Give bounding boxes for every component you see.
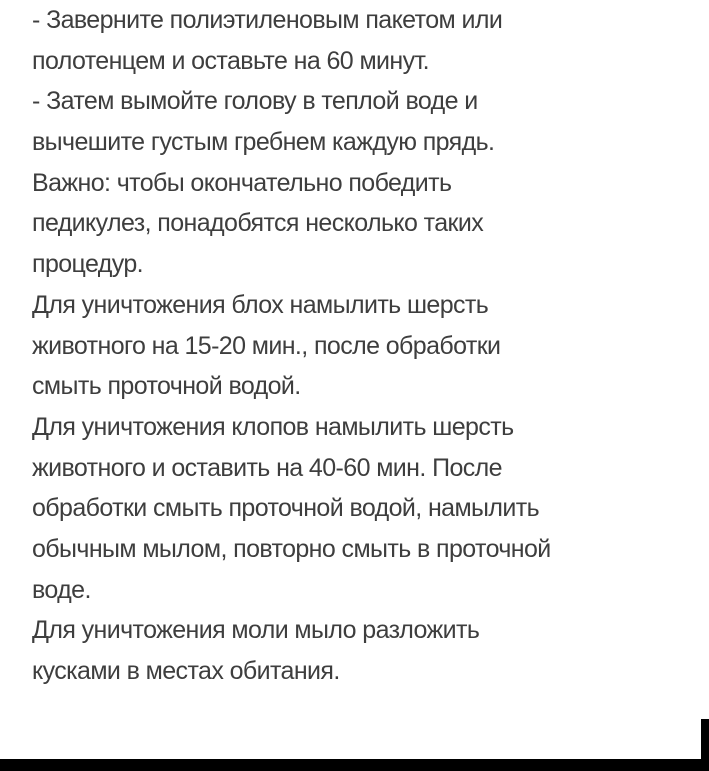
edge-shadow bbox=[701, 719, 709, 759]
text-line: воде. bbox=[32, 575, 91, 604]
text-line: Для уничтожения клопов намылить шерсть bbox=[32, 412, 514, 441]
text-line: Для уничтожения блох намылить шерсть bbox=[32, 290, 489, 319]
text-line: - Затем вымойте голову в теплой воде и bbox=[32, 87, 478, 116]
text-line: кусками в местах обитания. bbox=[32, 657, 340, 685]
text-line: полотенцем и оставьте на 60 минут. bbox=[32, 46, 429, 75]
text-line: обычным мылом, повторно смыть в проточной bbox=[32, 534, 551, 563]
text-line: - Заверните полиэтиленовым пакетом или bbox=[32, 6, 503, 34]
text-line: животного и оставить на 40-60 мин. После bbox=[32, 453, 502, 482]
text-line: процедур. bbox=[32, 250, 143, 279]
text-line: животного на 15-20 мин., после обработки bbox=[32, 331, 501, 360]
text-line: вычешите густым гребнем каждую прядь. bbox=[32, 128, 495, 157]
bottom-border bbox=[0, 759, 709, 771]
text-line: педикулез, понадобятся несколько таких bbox=[32, 209, 484, 238]
instructions-text bbox=[32, 0, 702, 692]
text-line: Для уничтожения моли мыло разложить bbox=[32, 616, 480, 645]
text-line: Важно: чтобы окончательно победить bbox=[32, 168, 452, 197]
text-line: смыть проточной водой. bbox=[32, 372, 301, 401]
text-line: обработки смыть проточной водой, намылить bbox=[32, 494, 540, 523]
